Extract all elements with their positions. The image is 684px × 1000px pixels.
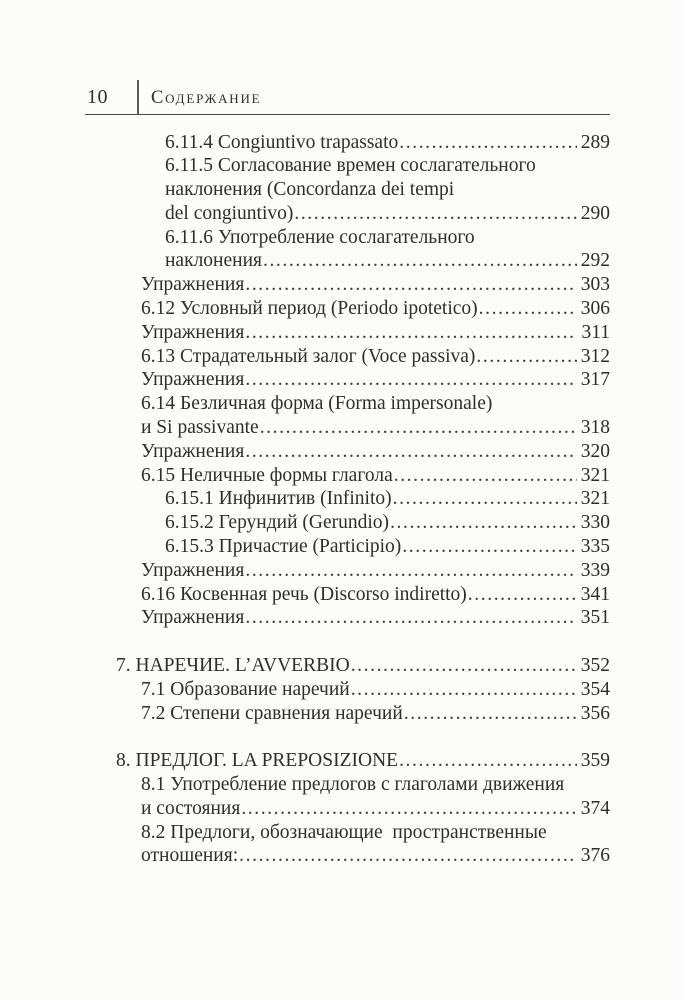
toc-row: [85, 702, 610, 726]
toc-row: [85, 154, 610, 178]
dot-leader: [245, 606, 576, 630]
toc-row: [85, 392, 610, 416]
toc-row: [85, 535, 610, 559]
toc-row: [85, 487, 610, 511]
toc-row: [85, 678, 610, 702]
toc-entry-page: 303: [580, 274, 610, 296]
toc-entry-text: 6.15 Неличные формы глагола: [141, 464, 393, 486]
toc-entry-text: наклонения: [165, 250, 262, 272]
dot-leader: [390, 511, 577, 535]
toc-entry-page: 376: [580, 845, 610, 867]
dot-leader: [241, 797, 576, 821]
toc-entry-text: 7.1 Образование наречий: [141, 678, 350, 700]
toc-entry-page: 321: [580, 488, 610, 510]
toc-entry-text: наклонения (Concordanza dei tempi: [165, 179, 455, 201]
dot-leader: [351, 678, 577, 702]
toc-row: [85, 440, 610, 464]
toc-entry-text: 8. ПРЕДЛОГ. LA PREPOSIZIONE: [116, 750, 399, 772]
toc-entry-text: Упражнения: [141, 321, 245, 343]
toc-entry-page: 320: [580, 440, 610, 462]
toc-row: [85, 821, 610, 845]
toc-row: [85, 749, 610, 773]
toc-entry-text: 6.14 Безличная форма (Forma impersonale): [141, 393, 493, 415]
toc-entry-page: 321: [580, 464, 610, 486]
dot-leader: [245, 321, 577, 345]
toc-entry-page: 359: [580, 750, 610, 772]
toc-entry-text: 6.15.3 Причастие (Participio): [165, 536, 402, 558]
dot-leader: [402, 535, 576, 559]
dot-leader: [393, 487, 577, 511]
toc-row: [85, 321, 610, 345]
toc-row: [85, 178, 610, 202]
page-header-title: Содержание: [151, 88, 262, 108]
toc-entry-text: 6.11.4 Congiuntivo trapassato: [165, 131, 399, 153]
toc-row: [85, 416, 610, 440]
toc-entry-page: 356: [580, 702, 610, 724]
dot-leader: [260, 416, 577, 440]
toc-entry-text: del congiuntivo): [165, 202, 294, 224]
toc-entry-text: 6.15.2 Герундий (Gerundio): [165, 512, 390, 534]
toc-row: [85, 226, 610, 250]
toc-entry-page: 374: [580, 797, 610, 819]
toc-entry-page: 335: [580, 536, 610, 558]
dot-leader: [399, 131, 576, 155]
toc-entry-page: 351: [580, 607, 610, 629]
toc-row: [85, 797, 610, 821]
dot-leader: [245, 440, 576, 464]
toc-row: [85, 297, 610, 321]
toc-row: [85, 131, 610, 155]
toc-entry-page: 330: [580, 512, 610, 534]
toc-entry-text: 6.11.6 Употребление сослагательного: [165, 226, 475, 248]
page-header: [85, 80, 610, 115]
toc-entry-text: Упражнения: [141, 369, 245, 391]
toc-entry-text: Упражнения: [141, 559, 245, 581]
toc-entry-page: 354: [580, 678, 610, 700]
toc-entry-text: 8.1 Употребление предлогов с глаголами движения: [141, 774, 565, 796]
dot-leader: [399, 749, 577, 773]
toc-entry-page: 312: [580, 345, 610, 367]
dot-leader: [245, 559, 576, 583]
toc-entry-page: 290: [580, 202, 610, 224]
toc-row: [85, 249, 610, 273]
dot-leader: [294, 202, 576, 226]
toc-entry-text: отношения:: [141, 845, 239, 867]
header-divider: [137, 80, 139, 114]
toc-list: [85, 116, 610, 869]
dot-leader: [245, 368, 576, 392]
toc-entry-page: 289: [580, 131, 610, 153]
toc-row: [85, 606, 610, 630]
toc-entry-page: 341: [580, 583, 610, 605]
toc-entry-text: Упражнения: [141, 607, 245, 629]
toc-row: [85, 202, 610, 226]
toc-row: [85, 345, 610, 369]
dot-leader: [468, 583, 577, 607]
toc-entry-text: 6.16 Косвенная речь (Discorso indiretto): [141, 583, 467, 605]
toc-row: [85, 559, 610, 583]
toc-entry-text: Упражнения: [141, 274, 245, 296]
toc-entry-page: 339: [580, 559, 610, 581]
toc-row: [85, 583, 610, 607]
toc-row: [85, 511, 610, 535]
toc-entry-text: и состояния: [141, 797, 241, 819]
toc-row: [85, 273, 610, 297]
toc-entry-page: 318: [580, 417, 610, 439]
toc-entry-text: 6.15.1 Инфинитив (Infinito): [165, 488, 392, 510]
toc-entry-page: 292: [580, 250, 610, 272]
dot-leader: [239, 844, 577, 868]
toc-row: [85, 368, 610, 392]
toc-entry-text: 6.11.5 Согласование времен сослагательного: [165, 155, 536, 177]
toc-entry-text: и Si passivante: [141, 417, 259, 439]
toc-entry-text: 6.13 Страдательный залог (Voce passiva): [141, 345, 476, 367]
toc-entry-text: 8.2 Предлоги, обозначающие пространственные: [141, 821, 547, 843]
toc-entry-text: 6.12 Условный период (Periodo ipotetico): [141, 298, 478, 320]
toc-row: [85, 844, 610, 868]
dot-leader: [479, 297, 577, 321]
toc-entry-page: 311: [581, 321, 610, 343]
toc-entry-page: 352: [580, 655, 610, 677]
toc-entry-page: 317: [580, 369, 610, 391]
toc-entry-text: 7.2 Степени сравнения наречий: [141, 702, 403, 724]
dot-leader: [245, 273, 576, 297]
toc-row: [85, 773, 610, 797]
dot-leader: [263, 249, 577, 273]
dot-leader: [404, 702, 577, 726]
toc-entry-page: 306: [580, 298, 610, 320]
toc-entry-text: 7. НАРЕЧИЕ. L’AVVERBIO: [116, 655, 350, 677]
dot-leader: [394, 464, 577, 488]
page-number: 10: [87, 86, 108, 108]
toc-row: [85, 464, 610, 488]
toc-row: [85, 654, 610, 678]
toc-entry-text: Упражнения: [141, 440, 245, 462]
dot-leader: [476, 345, 576, 369]
dot-leader: [351, 654, 577, 678]
